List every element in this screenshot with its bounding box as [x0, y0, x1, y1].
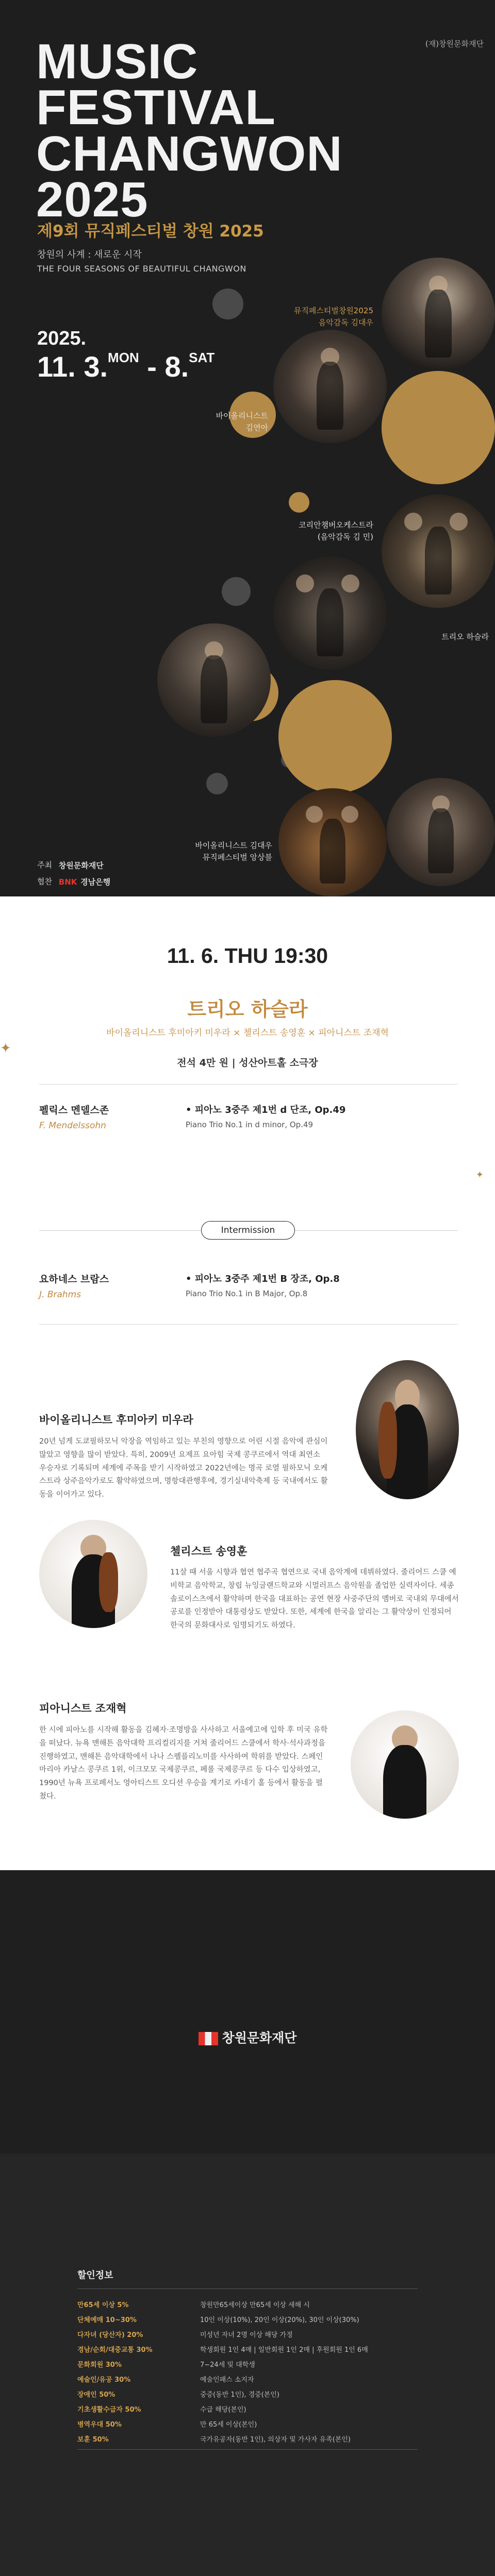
bio-name: 첼리스트 송영훈	[170, 1545, 248, 1557]
divider	[39, 1230, 201, 1231]
work-title-kr: • 피아노 3중주 제1번 B 장조, Op.8	[186, 1274, 340, 1284]
host-credit-label: 주최	[37, 860, 52, 870]
music-director-photo	[382, 258, 495, 371]
discount-label: 만65세 이상 5%	[77, 2301, 129, 2309]
deco-circle	[212, 289, 243, 319]
composer-name-kr: 요하네스 브람스	[39, 1274, 109, 1285]
concert-title: 트리오 하슬라	[187, 998, 308, 1021]
trio-label	[441, 631, 489, 643]
foundation-logo-section	[0, 1870, 495, 2154]
discount-value: 수급 해당(본인)	[200, 2406, 246, 2414]
music-director-label	[294, 305, 373, 328]
work-block	[186, 1272, 340, 1298]
work-title-en: Piano Trio No.1 in B Major, Op.8	[186, 1289, 308, 1298]
label-line: 트리오 하슬라	[441, 632, 489, 641]
orchestra-photo	[382, 495, 495, 608]
bio-name: 바이올리니스트 후미아키 미우라	[39, 1414, 193, 1426]
violinist-kim-label	[216, 410, 268, 433]
pianist-shin-photo	[157, 623, 271, 737]
discount-label: 경남/순회/대중교통 30%	[77, 2346, 153, 2354]
start-date: 11. 3.	[37, 350, 108, 383]
host-logo: 창원문화재단	[58, 861, 104, 870]
discount-value: 만 65세 이상(본인)	[200, 2421, 257, 2429]
discount-label: 병역우대 50%	[77, 2421, 122, 2429]
discount-row	[77, 2357, 418, 2370]
intermission-badge: Intermission	[201, 1221, 295, 1240]
title-line: MUSIC	[36, 34, 199, 89]
festival-year: 2025.	[37, 328, 87, 349]
composer-name-en: F. Mendelssohn	[39, 1121, 106, 1131]
bio-name: 피아니스트 조재혁	[39, 1702, 127, 1715]
hero-poster	[0, 0, 495, 896]
work-block	[186, 1103, 345, 1129]
discount-row	[77, 2431, 418, 2445]
discount-row	[77, 2342, 418, 2355]
label-line: (음악감독 김 민)	[317, 532, 373, 541]
deco-circle	[382, 371, 495, 484]
discount-value: 중증(동반 1인), 경증(본인)	[200, 2391, 279, 2399]
concert-program	[0, 896, 495, 1870]
label-line: 바이올리니스트	[216, 411, 268, 420]
discount-row	[77, 2401, 418, 2415]
discount-value: 예술인패스 소지자	[200, 2376, 254, 2384]
discount-label: 보훈 50%	[77, 2436, 109, 2444]
composer-name-kr: 펠릭스 멘델스존	[39, 1105, 109, 1116]
bnk-logo: BNK	[58, 877, 77, 887]
composer-name-en: J. Brahms	[39, 1290, 81, 1300]
date-range	[37, 350, 214, 383]
deco-circle	[206, 773, 228, 794]
discount-row	[77, 2416, 418, 2430]
divider	[77, 2449, 418, 2450]
label-line: 코리안챔버오케스트라	[299, 520, 373, 530]
pianist-cho-photo	[351, 1710, 459, 1819]
discount-label: 장애인 50%	[77, 2391, 116, 2399]
discount-label: 문화회원 30%	[77, 2361, 122, 2369]
work-title-en: Piano Trio No.1 in d minor, Op.49	[186, 1120, 314, 1129]
discount-label: 예술인/유공 30%	[77, 2376, 131, 2384]
discount-row	[77, 2312, 418, 2326]
korean-title: 제9회 뮤직페스티벌 창원 2025	[37, 222, 264, 241]
discount-row	[77, 2327, 418, 2341]
label-line: 뮤직페스티벌창원2025	[293, 306, 373, 315]
host-top-label: (재)창원문화재단	[425, 39, 484, 48]
foundation-logo-text: 창원문화재단	[222, 2030, 297, 2045]
discount-value: 10인 이상(10%), 20인 이상(20%), 30인 이상(30%)	[200, 2316, 359, 2324]
violinist-kim-photo	[273, 330, 387, 443]
discount-title: 할인정보	[77, 2270, 113, 2281]
discount-value: 미성년 자녀 2명 이상 해당 가정	[200, 2331, 293, 2339]
label-line: 음악감독 김대우	[318, 317, 373, 327]
deco-circle	[222, 577, 251, 606]
festival-title	[36, 34, 343, 227]
discount-value: 국가유공자(동반 1인), 의상자 및 가사자 유족(본인)	[200, 2436, 351, 2444]
discount-row	[77, 2386, 418, 2400]
bio-text: 한 시에 피아노를 시작해 활동을 김혜자·조명방을 사사하고 서울예고에 입학 후 미국 유학을 떠났다. 뉴욕 맨해튼 음악대학 프리컬리지를 거쳐 줄리어드 스쿨에서 학사·석사과정을 진행하였고, 맨해튼 음악대학에서 나나 스펠플리노미를 사사하여 학위를 받았다. 스페인 마리아 카날스 콩쿠르 1위, 이크모모 국제콩쿠르, 페롤 국제콩쿠르 등 다수 입상하였고, 1990년 뉴욕 프로페서노 영아티스트 오디션 우승을 계기로 카네기 홀 등에서 활동을 펼쳤다.	[39, 1726, 328, 1801]
bio-text: 20년 넘게 도쿄필하모닉 악장을 역임하고 있는 부친의 영향으로 어린 시절 음악에 관심이 많았고 영향을 많이 받았다. 특히, 2009년 요제프 요아힘 국제 콩쿠르에서 역대 최연소 우승자로 기록되며 세계에 주목을 받기 시작하였고 2022년에는 명곡 로열 필하모닉 오케스트라 상주음악가로도 활약하였으며, 명항대관행후에, 경기실내악축제 등 국내에서도 활동을 이어가고 있다.	[39, 1437, 328, 1499]
ensemble-photo	[278, 788, 387, 896]
discount-label: 단체예매 10~30%	[77, 2316, 137, 2324]
cellist-song-photo	[39, 1520, 147, 1628]
discount-label: 다자녀 (당산자) 20%	[77, 2331, 143, 2339]
subtitle-korean: 창원의 사계 : 새로운 시작	[37, 249, 142, 260]
end-date: 8.	[164, 350, 189, 383]
sparkle-icon: ✦	[475, 1170, 484, 1180]
label-line: 바이올리니스트 김대우	[195, 841, 272, 850]
work-title-kr: • 피아노 3중주 제1번 d 단조, Op.49	[186, 1105, 346, 1115]
sponsor-name: 경남은행	[80, 877, 111, 887]
date-dash: -	[139, 350, 165, 383]
sponsor-credit-label: 협찬	[37, 877, 52, 886]
start-day: MON	[108, 350, 139, 365]
bio-text: 11살 때 서울 시향과 협연 협주곡 협연으로 국내 음악계에 데뷔하였다. 줄리어드 스쿨 예비학교 음악학교, 창립 뉴잉글랜드학교와 시멀러프스 음악원을 졸업한 실력자이다. 세종 솔로이스츠에서 활약하며 한국을 대표하는 공연 현장 사중주단의 멤버로 국내외 무대에서 공로를 인정받아 대통령상도 받았다. 또한, 세계에 한국을 알리는 그 활약상이 인정되어 한국의 문화대사로 임명되기도 하였다.	[170, 1568, 459, 1630]
sparkle-icon: ✦	[0, 1041, 11, 1056]
discount-label: 기초생활수급자 50%	[77, 2406, 141, 2414]
discount-value: 창원만65세이상 만65세 이상 새해 시	[200, 2301, 310, 2309]
ensemble-photo-2	[387, 778, 495, 886]
composer-block	[39, 1103, 109, 1131]
discount-value: 7~24세 및 대학생	[200, 2361, 255, 2369]
title-line: CHANGWON	[36, 126, 343, 181]
divider	[295, 1230, 458, 1231]
subtitle-english: THE FOUR SEASONS OF BEAUTIFUL CHANGWON	[37, 264, 246, 274]
concert-date: 11. 6. THU 19:30	[167, 944, 328, 968]
title-line: 2025	[36, 172, 148, 227]
discount-info-section	[0, 2154, 495, 2576]
trio-hasla-photo	[273, 556, 387, 670]
orchestra-label	[299, 519, 373, 543]
deco-circle	[289, 492, 309, 513]
foundation-logo-icon	[199, 2032, 218, 2045]
concert-seat-info: 전석 4만 원 | 성산아트홀 소극장	[177, 1057, 318, 1069]
title-line: FESTIVAL	[36, 80, 276, 135]
foundation-logo	[0, 2028, 495, 2046]
discount-value: 학생회원 1인 4매 | 일반회원 1인 2매 | 후원회원 1인 6매	[200, 2346, 368, 2354]
festival-dates	[37, 328, 214, 383]
end-day: SAT	[189, 350, 215, 365]
ensemble-label	[195, 840, 272, 863]
host-credit	[37, 859, 104, 871]
composer-block	[39, 1272, 109, 1300]
concert-performers: 바이올리니스트 후미아키 미우라 × 첼리스트 송영훈 × 피아니스트 조재혁	[106, 1028, 389, 1038]
label-line: 김연아	[245, 422, 268, 432]
discount-row	[77, 2297, 418, 2311]
label-line: 뮤직페스티벌 앙상블	[202, 852, 272, 862]
discount-row	[77, 2371, 418, 2385]
sponsor-credit	[37, 876, 110, 887]
divider	[39, 1324, 458, 1325]
violinist-miura-photo	[356, 1360, 459, 1499]
deco-circle	[278, 680, 392, 793]
